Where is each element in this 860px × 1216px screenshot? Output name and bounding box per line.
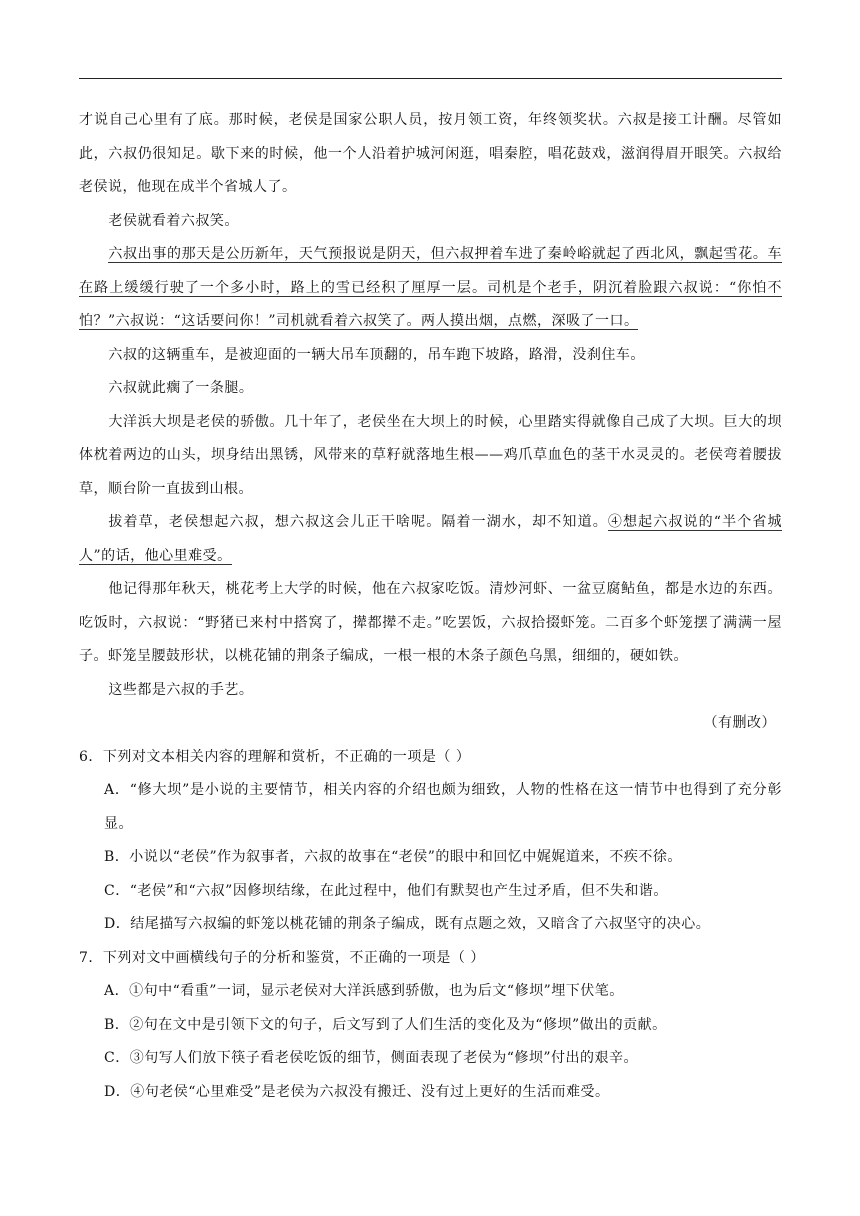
option-c: C．③句写人们放下筷子看老侯吃饭的细节，侧面表现了老侯为“修坝”付出的艰辛。 <box>104 1050 639 1066</box>
underlined-sentence-accident: 六叔出事的那天是公历新年，天气预报说是阴天，但六叔押着车进了秦岭峪就起了西北风，飘起雪花。车在路上缓缓行驶了一个多小时，路上的雪已经积了厘厚一层。司机是个老手，阴沉着脸跟六叔说：“你怕不怕？”六叔说：“这话要问你！”司机就看着六叔笑了。两人摸出烟，点燃，深吸了一口。 <box>79 246 782 329</box>
option-c: C．“老侯”和“六叔”因修坝结缘，在此过程中，他们有默契也产生过矛盾，但不失和谐。 <box>104 882 668 899</box>
option-d: D．④句老侯“心里难受”是老侯为六叔没有搬迁、没有过上更好的生活而难受。 <box>104 1083 610 1100</box>
passage-paragraph-8: 他记得那年秋天，桃花考上大学的时候，他在六叔家吃饭。清炒河虾、一盆豆腐鲇鱼，都是水边的东西。吃饭时，六叔说：“野猪已来村中搭窝了，撵都撵不走。”吃罢饭，六叔拾掇虾笼。二百多个虾笼摆了满满一屋子。虾笼呈腰鼓形状，以桃花铺的荆条子编成，一根一根的木条子颜色乌黑，细细的，硬如铁。 <box>79 581 782 664</box>
passage-paragraph-4: 六叔的这辆重车，是被迎面的一辆大吊车顶翻的，吊车跑下坡路，路滑，没刹住车。 <box>108 346 645 363</box>
passage-paragraph-6: 大洋浜大坝是老侯的骄傲。几十年了，老侯坐在大坝上的时候，心里踏实得就像自己成了大坝。巨大的坝体枕着两边的山头，坝身结出黑锈，风带来的草籽就落地生根——鸡爪草血色的茎干水灵灵的。老侯弯着腰拔草，顺台阶一直拔到山根。 <box>79 413 782 497</box>
option-a: A．“修大坝”是小说的主要情节，相关内容的介绍也颇为细致，人物的性格在这一情节中也得到了充分彰显。 <box>104 782 782 832</box>
passage-paragraph-7 <box>79 506 782 573</box>
passage-paragraph-1: 才说自己心里有了底。那时候，老侯是国家公职人员，按月领工资，年终领奖状。六叔是接工计酬。尽管如此，六叔仍很知足。歇下来的时候，他一个人沿着护城河闲逛，唱秦腔，唱花鼓戏，滋润得眉开眼笑。六叔给老侯说，他现在成半个省城人了。 <box>79 112 782 195</box>
option-b: B．②句在文中是引领下文的句子，后文写到了人们生活的变化及为“修坝”做出的贡献。 <box>104 1016 667 1033</box>
option-a: A．①句中“看重”一词，显示老侯对大洋浜感到骄傲，也为后文“修坝”埋下伏笔。 <box>104 983 624 999</box>
option-d: D．结尾描写六叔编的虾笼以桃花铺的荆条子编成，既有点题之效，又暗含了六叔坚守的决心。 <box>104 916 711 932</box>
option-b: B．小说以“老侯”作为叙事者，六叔的故事在“老侯”的眼中和回忆中娓娓道来，不疾不徐。 <box>104 849 682 865</box>
question-6 <box>79 741 782 942</box>
passage-paragraph-3 <box>79 238 782 339</box>
underlined-sentence-4: ④想起六叔说的“半个省城人”的话，他心里难受。 <box>79 514 782 564</box>
passage-paragraph-2: 老侯就看着六叔笑。 <box>108 212 239 229</box>
header-rule <box>79 78 782 79</box>
question-stem: 7．下列对文中画横线句子的分析和鉴赏，不正确的一项是（ ） <box>79 949 485 966</box>
source-note: （有删改） <box>703 715 776 731</box>
question-7 <box>79 942 782 1110</box>
question-stem: 6．下列对文本相关内容的理解和赏析，不正确的一项是（ ） <box>79 748 471 765</box>
paragraph-7-lead: 拔着草，老侯想起六叔，想六叔这会儿正干啥呢。隔着一湖水，却不知道。 <box>108 514 608 530</box>
passage-body <box>79 104 782 1109</box>
passage-paragraph-5: 六叔就此瘸了一条腿。 <box>108 380 254 396</box>
passage-paragraph-9: 这些都是六叔的手艺。 <box>108 681 254 698</box>
